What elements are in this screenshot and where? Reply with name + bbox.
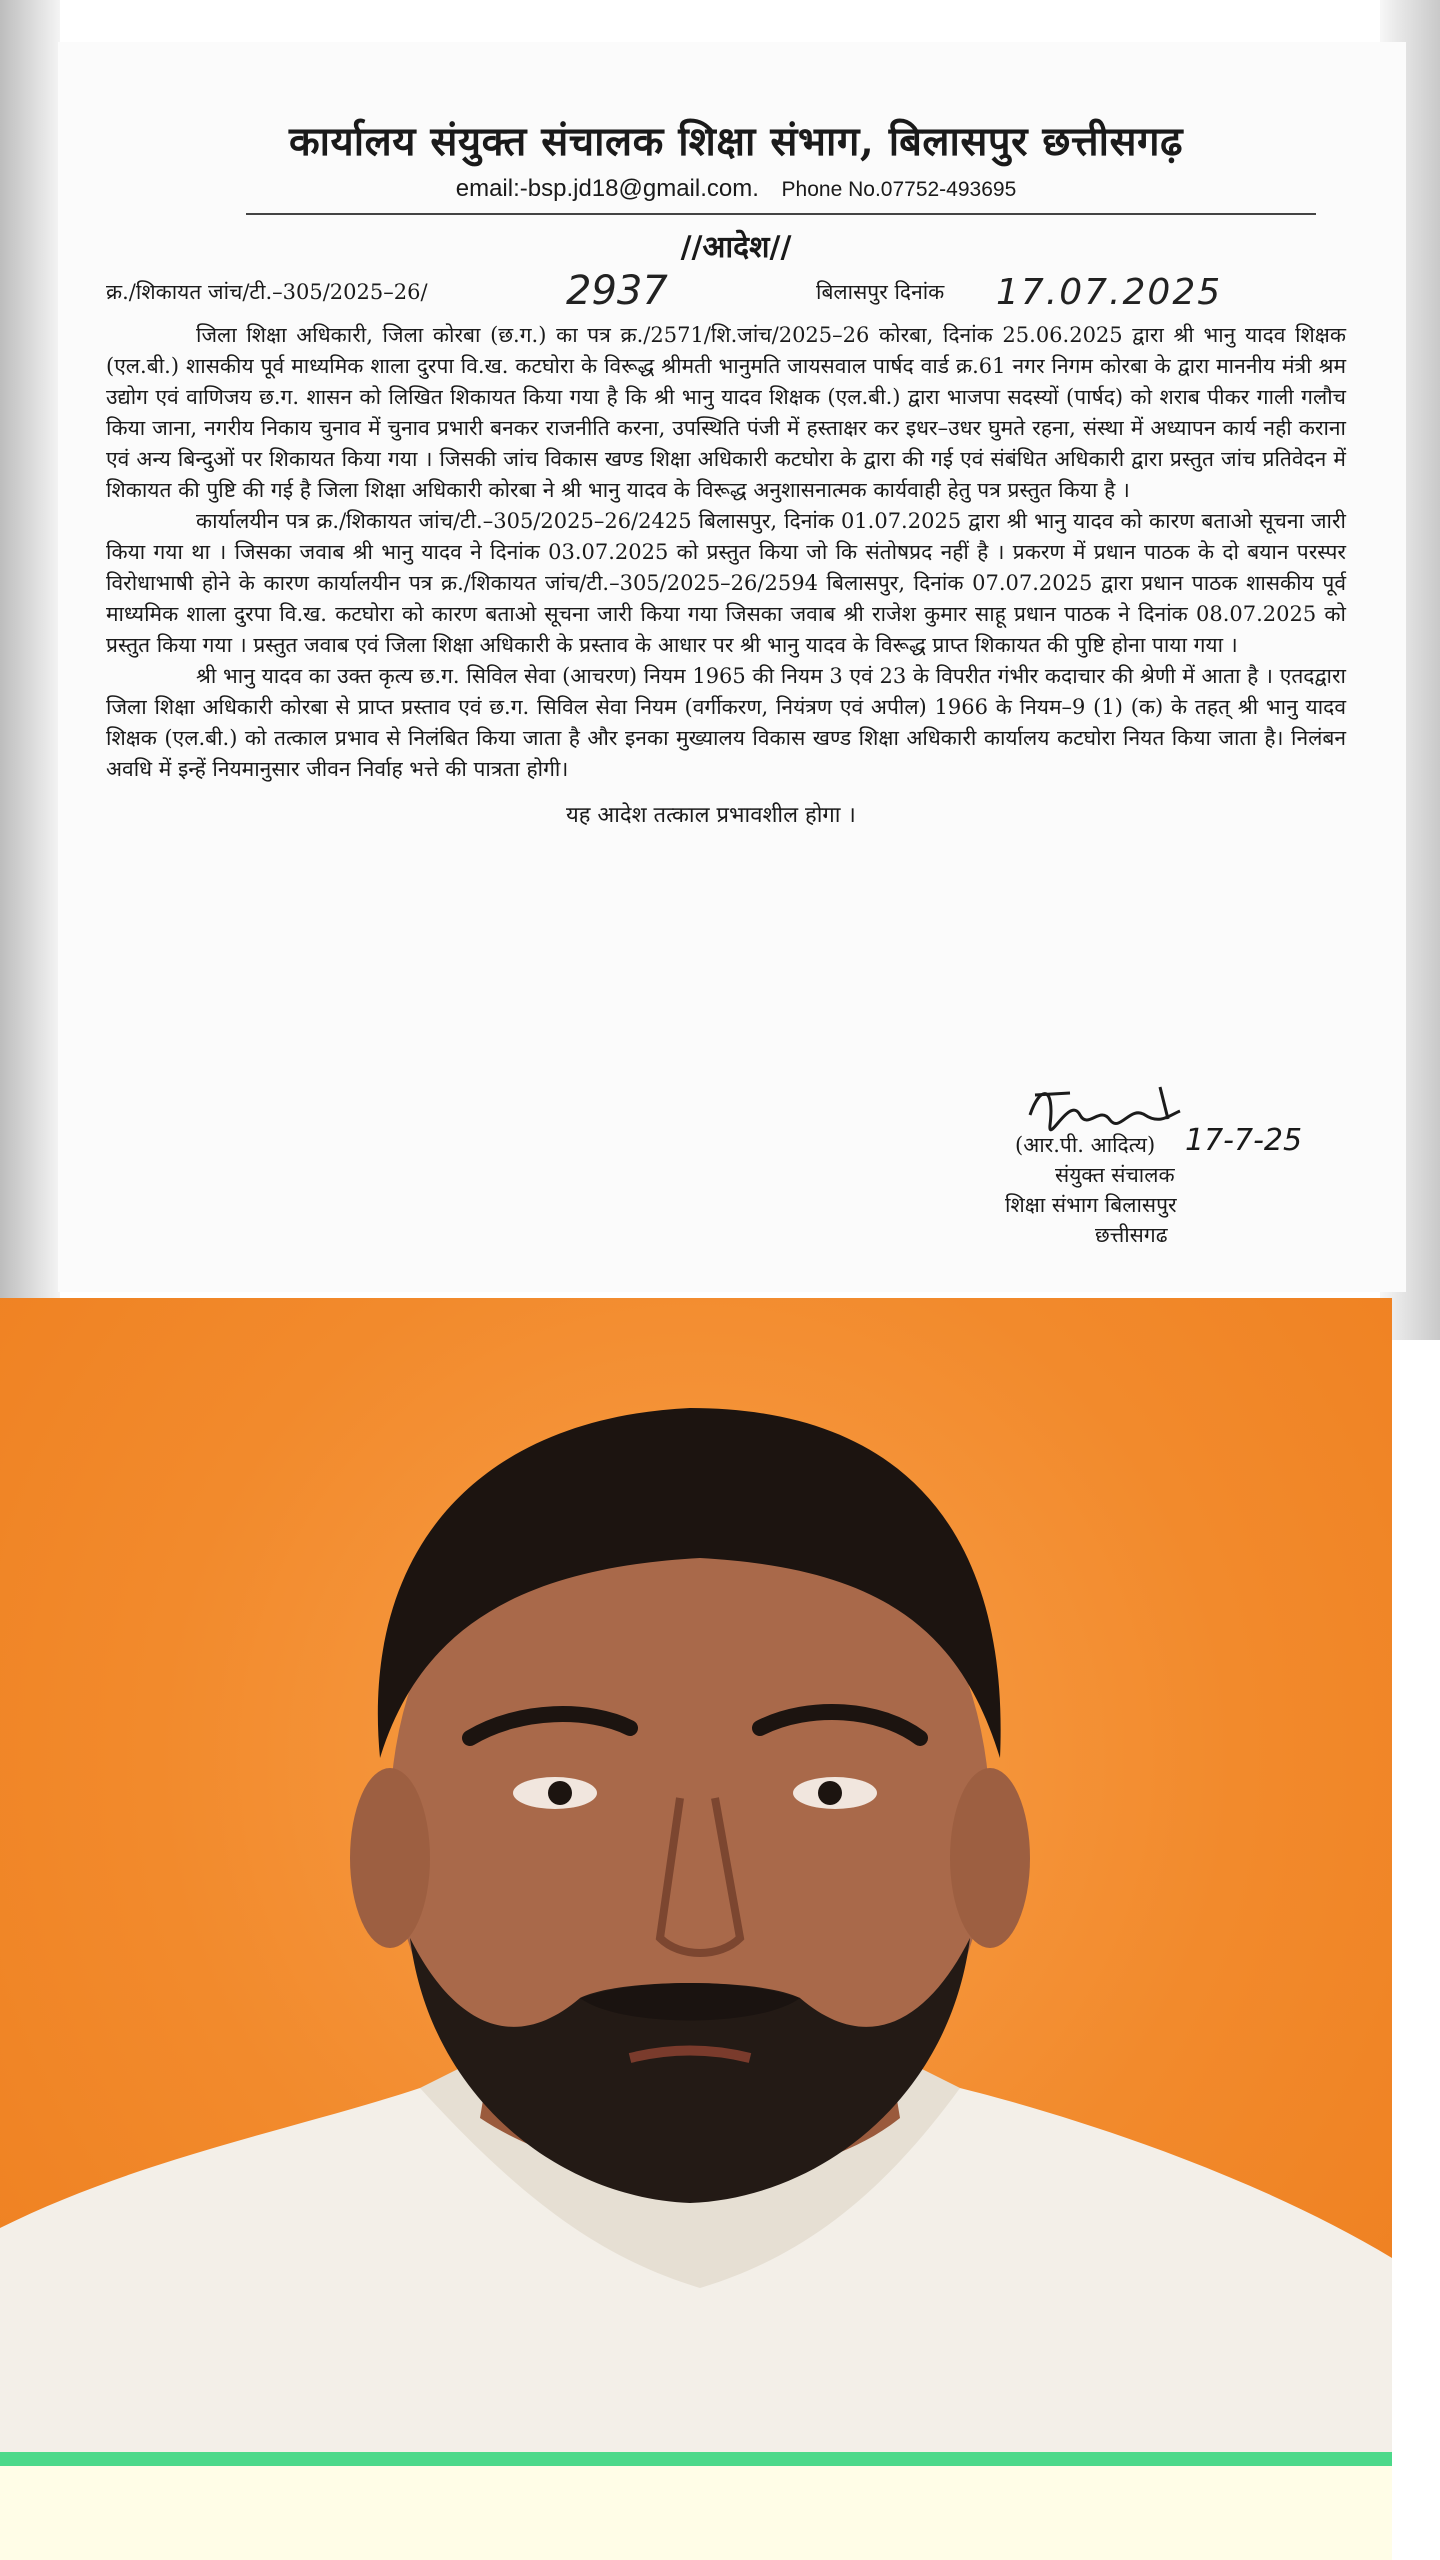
footer-area xyxy=(0,2466,1392,2560)
paragraph-1: जिला शिक्षा अधिकारी, जिला कोरबा (छ.ग.) का पत्र क्र./2571/शि.जांच/2025–26 कोरबा, दिनांक 25.06.2025 द्वारा श्री भानु यादव शिक्षक (एल.बी.) शासकीय पूर्व माध्यमिक शाला दुरपा वि.ख. कटघोरा के विरूद्ध श्रीमती भानुमति जायसवाल पार्षद वार्ड क्र.61 नगर निगम कोरबा के द्वारा माननीय मंत्री श्रम उद्योग एवं वाणिजय छ.ग. शासन को लिखित शिकायत किया गया है कि श्री भानु यादव शिक्षक (एल.बी.) द्वारा भाजपा सदस्यों (पार्षद) को शराब पीकर गाली गलौच किया जाना, नगरीय निकाय चुनाव में चुनाव प्रभारी बनकर राजनीति करना, उपस्थिति पंजी में हस्ताक्षर कर इधर–उधर घुमते रहना, संस्था में अध्यापन कार्य नही कराना एवं अन्य बिन्दुओं पर शिकायत किया गया । जिसकी जांच विकास खण्ड शिक्षा अधिकारी कटघोरा के द्वारा की गई एवं संबंधित अधिकारी द्वारा प्रस्तुत जांच प्रतिवेदन में शिकायत की पुष्टि की गई है जिला शिक्षा अधिकारी कोरबा ने श्री भानु यादव के विरूद्ध अनुशासनात्मक कार्यवाही हेतु पत्र प्रस्तुत किया है । xyxy=(106,323,1346,502)
signatory-post: संयुक्त संचालक xyxy=(1055,1163,1175,1187)
portrait-photo xyxy=(0,1298,1392,2452)
order-date: 17.07.2025 xyxy=(996,272,1223,313)
signatory-state: छत्तीसगढ xyxy=(1095,1223,1168,1247)
signatory-office: शिक्षा संभाग बिलासपुर xyxy=(1005,1193,1177,1217)
reference-number: 2937 xyxy=(566,268,668,314)
order-letter xyxy=(58,42,1406,1292)
reference-prefix: क्र./शिकायत जांच/टी.–305/2025–26/ xyxy=(106,280,428,304)
person-portrait-illustration xyxy=(0,1298,1392,2452)
order-heading: //आदेश// xyxy=(680,230,792,265)
effect-statement: यह आदेश तत्काल प्रभावशील होगा । xyxy=(566,803,856,828)
header-divider xyxy=(246,213,1316,215)
phone-text: Phone No.07752-493695 xyxy=(781,178,1017,201)
signatory-name: (आर.पी. आदित्य) xyxy=(1015,1133,1156,1157)
city-date-label: बिलासपुर दिनांक xyxy=(816,280,945,304)
paragraph-3: श्री भानु यादव का उक्त कृत्य छ.ग. सिविल सेवा (आचरण) नियम 1965 की नियम 3 एवं 23 के विपरीत गंभीर कदाचार की श्रेणी में आता है । एतदद्वारा जिला शिक्षा अधिकारी कोरबा से प्राप्त प्रस्ताव एवं छ.ग. सिविल सेवा नियम (वर्गीकरण, नियंत्रण एवं अपील) 1966 के नियम–9 (1) (क) के तहत् श्री भानु यादव शिक्षक (एल.बी.) को तत्काल प्रभाव से निलंबित किया जाता है और इनका मुख्यालय विकास खण्ड शिक्षा अधिकारी कार्यालय कटघोरा नियत किया जाता है। निलंबन अवधि में इन्हें नियमानुसार जीवन निर्वाह भत्ते की पात्रता होगी। xyxy=(106,664,1346,781)
letter-title: कार्यालय संयुक्त संचालक शिक्षा संभाग, बिलासपुर छत्तीसगढ़ xyxy=(288,118,1184,165)
paragraph-2: कार्यालयीन पत्र क्र./शिकायत जांच/टी.–305/2025–26/2425 बिलासपुर, दिनांक 01.07.2025 द्वारा श्री भानु यादव को कारण बताओ सूचना जारी किया गया था । जिसका जवाब श्री भानु यादव ने दिनांक 03.07.2025 को प्रस्तुत किया जो कि संतोषप्रद नहीं है । प्रकरण में प्रधान पाठक के दो बयान परस्पर विरोधाभाषी होने के कारण कार्यालयीन पत्र क्र./शिकायत जांच/टी.–305/2025–26/2594 बिलासपुर, दिनांक 07.07.2025 द्वारा प्रधान पाठक शासकीय पूर्व माध्यमिक शाला दुरपा वि.ख. कटघोरा को कारण बताओ सूचना जारी किया गया जिसका जवाब श्री राजेश कुमार साहू प्रधान पाठक ने दिनांक 08.07.2025 को प्रस्तुत किया गया । प्रस्तुत जवाब एवं जिला शिक्षा अधिकारी के प्रस्ताव के आधार पर श्री भानु यादव के विरूद्ध प्राप्त शिकायत की पुष्टि होना पाया गया । xyxy=(106,509,1346,657)
signature-block xyxy=(985,1123,1303,1250)
signature-date: 17-7-25 xyxy=(1185,1123,1303,1158)
green-divider xyxy=(0,2452,1392,2466)
email-text: email:-bsp.jd18@gmail.com. xyxy=(455,175,759,202)
photo-edge-left xyxy=(0,0,60,1300)
reference-row xyxy=(106,268,1346,320)
contact-line xyxy=(126,175,1346,203)
